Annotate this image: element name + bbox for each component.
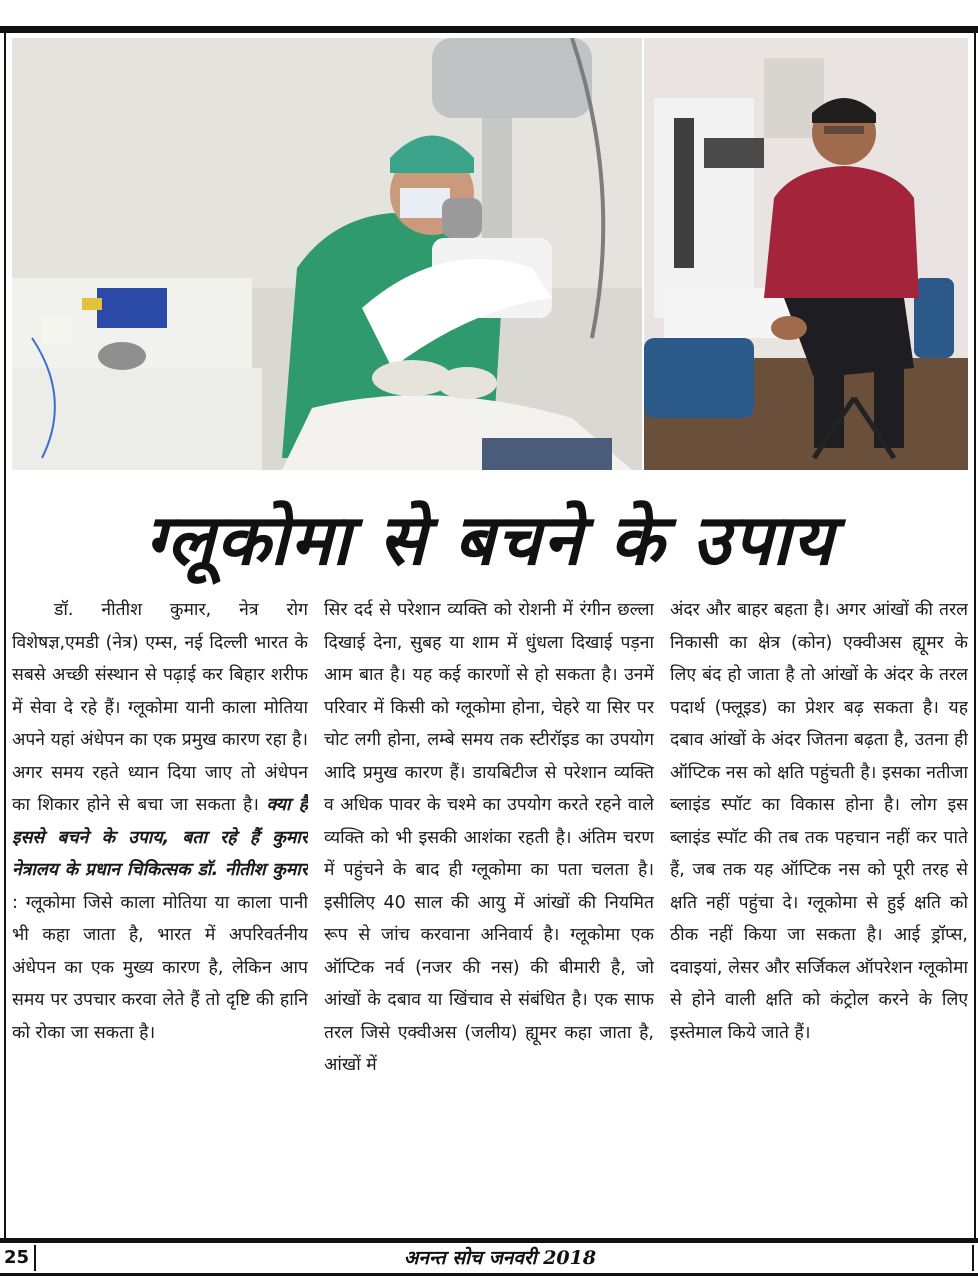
byline-highlight: क्या हैं इससे बचने के उपाय, बता रहे हैं कुमार नेत्रालय के प्रधान चिकित्सक डॉ. नीतीश कुमार — [12, 795, 308, 880]
publication-title: अनन्त सोच जनवरी 2018 — [403, 1247, 597, 1269]
bottom-rule — [0, 1273, 978, 1276]
headline: ग्लूकोमा से बचने के उपाय — [145, 498, 835, 581]
footer-divider — [972, 1245, 974, 1271]
page-number: 25 — [4, 1245, 36, 1271]
photo-surgery — [12, 38, 642, 470]
intro-continuation: : ग्लूकोमा जिसे काला मोतिया या काला पानी भी कहा जाता है, भारत में अपरिवर्तनीय अंधेपन का एक मुख्य कारण है, लेकिन आप समय पर उपचार करवा लेते हैं तो दृष्टि की हानि को रोका जा सकता है। — [12, 892, 308, 1043]
column-2-text: सिर दर्द से परेशान व्यक्ति को रोशनी में रंगीन छल्ला दिखाई देना, सुबह या शाम में धुंधला दिखाई पड़ना आम बात है। यह कई कारणों से हो सकता है। उनमें परिवार में किसी को ग्लूकोमा होना, चेहरे या सिर पर चोट लगी होना, लम्बे समय तक स्टीरॉइड का उपयोग आदि प्रमुख कारण हैं। डायबिटीज से परेशान व्यक्ति व अधिक पावर के चश्मे का उपयोग करते रहने वाले व्यक्ति को भी इसकी आशंका रहती है। अंतिम चरण में पहुंचने के बाद ही ग्लूकोमा का पता चलता है। इसीलिए 40 साल की आयु में आंखों की नियमित रूप से जांच करवाना अनिवार्य है। ग्लूकोमा एक ऑप्टिक नर्व (नजर की नस) की बीमारी है, जो आंखों के दबाव या खिंचाव से संबंधित है। एक साफ तरल जिसे एक्वीअस (जलीय) ह्यूमर कहा जाता है, आंखों में — [324, 600, 654, 1075]
intro-text: डॉ. नीतीश कुमार, नेत्र रोग विशेषज्ञ,एमडी (नेत्र) एम्स, नई दिल्ली भारत के सबसे अच्छी संस्थान से पढ़ाई कर बिहार शरीफ में सेवा दे रहे हैं। ग्लूकोमा यानी काला मोतिया अपने यहां अंधेपन का एक प्रमुख कारण रहा है। अगर समय रहते ध्यान दिया जाए तो अंधेपन का शिकार होने से बचा जा सकता है। — [12, 600, 308, 815]
photo-doctor-portrait — [644, 38, 968, 470]
article-column-2 — [324, 594, 654, 1234]
top-rule — [0, 26, 978, 33]
column-3-text: अंदर और बाहर बहता है। अगर आंखों की तरल निकासी का क्षेत्र (कोन) एक्वीअस ह्यूमर के लिए बंद हो जाता है तो आंखों के अंदर के तरल पदार्थ (फ्लूइड) का प्रेशर बढ़ सकता है। यह दबाव आंखों के अंदर जितना बढ़ता है, उतना ही ऑप्टिक नस को क्षति पहुंचती है। इसका नतीजा ब्लाइंड स्पॉट का विकास होना है। लोग इस ब्लाइंड स्पॉट की तब तक पहचान नहीं कर पाते हैं, जब तक यह ऑप्टिक नस को पूरी तरह से क्षति नहीं पहुंचा दे। ग्लूकोमा से हुई क्षति को ठीक नहीं किया जा सकता है। आई ड्रॉप्स, दवाइयां, लेसर और सर्जिकल ऑपरेशन ग्लूकोमा से होने वाली क्षति को कंट्रोल करने के लिए इस्तेमाल किये जाते हैं। — [670, 600, 968, 1043]
article-column-3 — [670, 594, 968, 1234]
article-column-1 — [12, 594, 308, 1234]
footer — [0, 1243, 978, 1273]
